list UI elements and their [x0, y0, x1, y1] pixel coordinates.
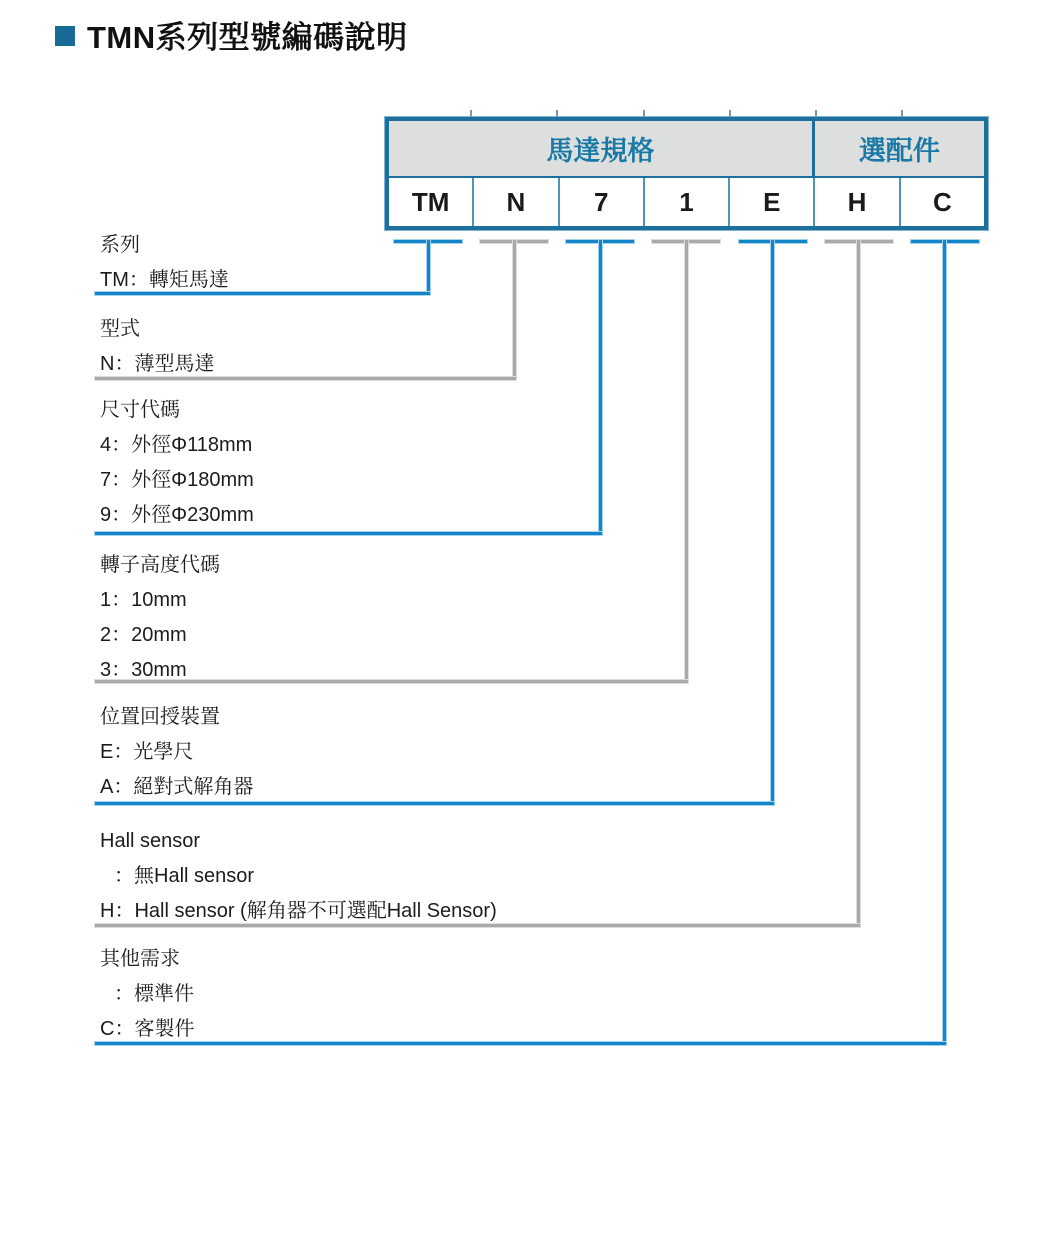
- section-rotor-height-code: [100, 548, 220, 688]
- connector-vertical-n: [513, 240, 516, 380]
- section-item: H：Hall sensor (解角器不可選配Hall Sensor): [100, 900, 497, 922]
- section-other-requirements: [100, 942, 194, 1047]
- section-title: 型式: [100, 318, 140, 340]
- code-table-value-row: [389, 178, 984, 226]
- section-item: 2：20mm: [100, 624, 187, 646]
- section-item: C：客製件: [100, 1018, 195, 1040]
- section-item: 3：30mm: [100, 659, 187, 681]
- connector-vertical-h: [857, 240, 860, 927]
- section-title: 系列: [100, 234, 140, 256]
- model-code-table: [385, 117, 988, 230]
- section-item: E：光學尺: [100, 741, 194, 763]
- column-tick: [901, 110, 903, 117]
- section-rule-custom: [95, 1042, 946, 1045]
- page-title-row: [55, 12, 408, 57]
- section-type: [100, 312, 214, 382]
- section-title: 轉子高度代碼: [100, 554, 220, 576]
- code-cell-rotor-height: 1: [643, 178, 728, 226]
- column-tick: [815, 110, 817, 117]
- section-item: A：絕對式解角器: [100, 776, 254, 798]
- section-item: 4：外徑Φ118mm: [100, 434, 253, 456]
- header-motor-spec: 馬達規格: [389, 121, 812, 176]
- code-cell-feedback: E: [728, 178, 813, 226]
- section-title: Hall sensor: [100, 830, 201, 852]
- column-tick: [556, 110, 558, 117]
- section-title: 其他需求: [100, 948, 180, 970]
- code-cell-hall-sensor: H: [813, 178, 898, 226]
- section-item: 1：10mm: [100, 589, 187, 611]
- section-item: TM：轉矩馬達: [100, 269, 229, 291]
- header-optional-parts: 選配件: [812, 121, 984, 176]
- section-hall-sensor: [100, 824, 497, 929]
- connector-vertical-c: [943, 240, 946, 1045]
- section-size-code: [100, 393, 254, 533]
- section-item: 9：外徑Φ230mm: [100, 504, 254, 526]
- column-tick: [729, 110, 731, 117]
- section-title: 尺寸代碼: [100, 399, 180, 421]
- column-tick: [470, 110, 472, 117]
- connector-vertical-tm: [427, 240, 430, 295]
- code-table-header-row: [389, 121, 984, 178]
- connector-vertical-e: [771, 240, 774, 805]
- section-position-feedback: [100, 700, 253, 805]
- connector-vertical-1: [685, 240, 688, 683]
- section-item: 7：外徑Φ180mm: [100, 469, 254, 491]
- code-cell-custom: C: [899, 178, 984, 226]
- code-cell-series: TM: [389, 178, 472, 226]
- page-title: TMN系列型號編碼說明: [87, 20, 408, 55]
- section-item: ：無Hall sensor: [114, 865, 255, 887]
- code-cell-size: 7: [558, 178, 643, 226]
- connector-vertical-7: [599, 240, 602, 535]
- section-title: 位置回授裝置: [100, 706, 220, 728]
- column-tick: [643, 110, 645, 117]
- title-square-bullet-icon: [55, 26, 75, 46]
- section-item: N：薄型馬達: [100, 353, 215, 375]
- section-series: [100, 228, 229, 298]
- section-item: ：標準件: [114, 983, 194, 1005]
- code-cell-type: N: [472, 178, 557, 226]
